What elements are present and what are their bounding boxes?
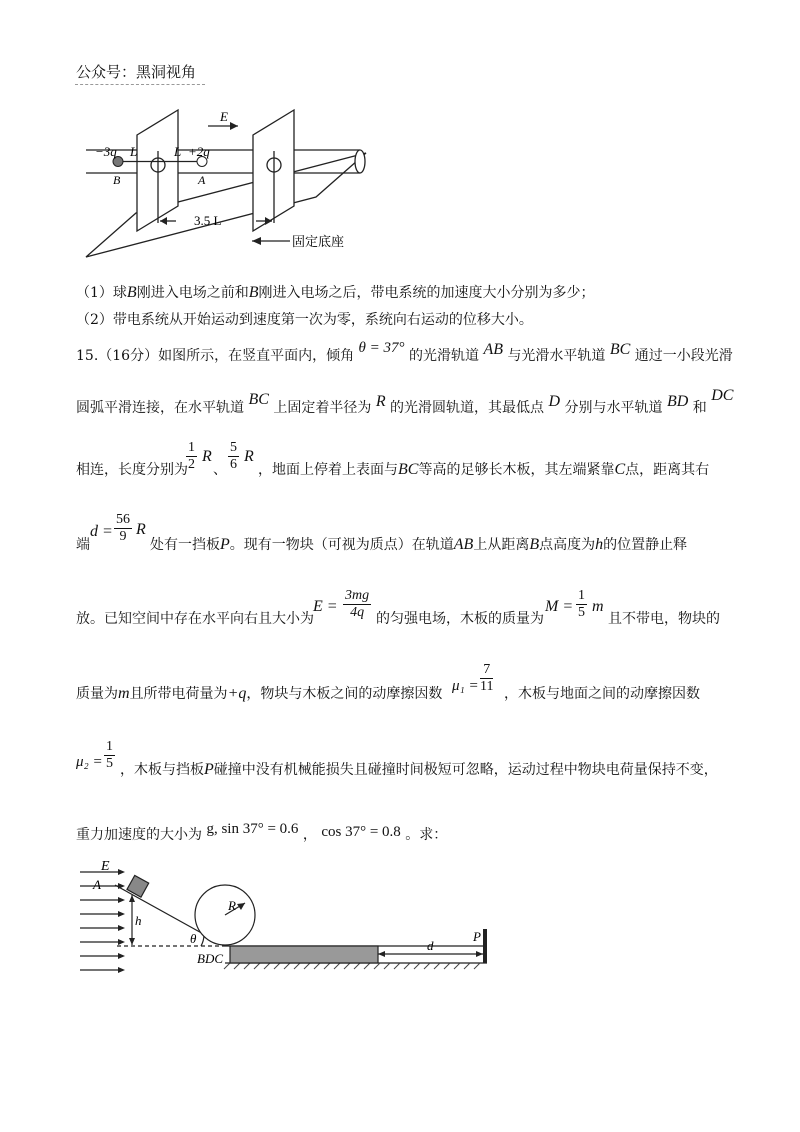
figure-track-and-board	[75, 855, 495, 980]
q15-l8-a: 重力加速度的大小为	[76, 827, 202, 843]
q15-l7-P: P	[204, 761, 214, 778]
fig2-h-label: h	[135, 913, 142, 928]
q14-part1-B1: B	[126, 284, 137, 301]
q15-l1-BC: BC	[609, 341, 631, 358]
q15-l5-frac-num: 3mg	[345, 588, 370, 603]
q15-l3-frac1	[186, 440, 197, 473]
q15-l5-c: 且不带电，物块的	[608, 611, 720, 627]
q15-l2-c: 的光滑圆轨道，其最低点	[390, 400, 545, 416]
q15-line3-rest	[258, 460, 709, 480]
q15-l4-a: 端	[76, 537, 90, 553]
q15-l3-R2: R	[244, 448, 254, 465]
q15-line2	[76, 387, 734, 418]
q15-l2-DC: DC	[711, 387, 734, 404]
q15-l6-d: ，木板与地面之间的动摩擦因数	[504, 686, 700, 702]
q15-l2-BD: BD	[666, 393, 689, 410]
q15-l6-q: +q	[227, 685, 247, 702]
fig2-d-label: d	[427, 938, 434, 953]
q15-l2-D: D	[548, 393, 561, 410]
fig1-L-mid: L	[174, 144, 182, 159]
q15-l3-sep: 、	[213, 462, 227, 478]
q15-l3-d: 点，距离其右	[625, 462, 710, 478]
figure-electric-field-apparatus	[80, 95, 380, 265]
ground-hatch	[224, 963, 480, 969]
q15-l4-e: 上从距离	[473, 537, 530, 553]
q15-l4-frac-num: 56	[116, 512, 130, 527]
q15-l1-theta: θ = 37°	[358, 340, 405, 356]
q15-l6-frac	[480, 662, 493, 695]
q15-l8-g: g, sin 37° = 0.6	[206, 821, 299, 837]
q15-line1	[76, 340, 733, 366]
q14-part1-c: 刚进入电场之后，带电系统的加速度大小分别为多少；	[258, 285, 595, 301]
q15-l5-a: 放。已知空间中存在水平向右且大小为	[76, 611, 314, 627]
q15-l4-b: 处有一挡板	[150, 537, 220, 553]
q15-l4-AB: AB	[453, 536, 474, 553]
q15-l4-P: P	[220, 536, 230, 553]
q15-l1-d: 通过一小段光滑	[634, 348, 733, 364]
wooden-board	[230, 946, 378, 963]
q15-l5-mfrac-num: 1	[578, 588, 585, 603]
q15-l4-R: R	[136, 521, 146, 538]
q15-l6-frac-num: 7	[480, 662, 493, 679]
watermark-text: 公众号：黑洞视角	[76, 63, 197, 81]
fig1-L-left: L	[130, 144, 138, 159]
fig2-BDC-label: BDC	[197, 951, 223, 966]
fig1-base-label: 固定底座	[292, 234, 345, 249]
q15-l5-mfrac	[576, 588, 587, 621]
q15-l5-mfrac-den: 5	[578, 605, 585, 620]
q15-l7-a: ，木板与挡板	[120, 762, 204, 778]
q15-l6-frac-den: 11	[480, 679, 494, 694]
q15-l2-b: 上固定着半径为	[273, 400, 372, 416]
q15-l5-b: 的匀强电场，木板的质量为	[376, 611, 544, 627]
fig2-P-label: P	[473, 929, 481, 944]
q15-l6-mu1: μ₁ =	[452, 678, 479, 694]
q15-l6-a: 质量为	[76, 686, 118, 702]
field-arrows	[80, 869, 125, 973]
q15-l7-frac-den: 5	[106, 756, 113, 771]
q15-line7-rest	[120, 760, 718, 780]
q15-l8-b: ，	[302, 827, 317, 843]
q15-l2-d: 分别与水平轨道	[564, 400, 663, 416]
fig1-minus3q-label: −3q	[95, 144, 117, 159]
q15-l4-B: B	[529, 536, 540, 553]
q15-l5-E: E =	[313, 598, 338, 615]
q15-l2-a: 圆弧平滑连接，在水平轨道	[76, 400, 244, 416]
q15-l6-m: m	[118, 685, 130, 702]
q15-l3-frac2-den: 6	[230, 457, 237, 472]
q15-l1-AB: AB	[483, 341, 503, 358]
q15-line4-rest	[150, 535, 687, 555]
q15-l8-c: 。求：	[405, 827, 448, 843]
q15-l5-M: M =	[545, 598, 574, 615]
q15-l3-C: C	[614, 461, 626, 478]
q15-l3-c: 等高的足够长木板，其左端紧靠	[418, 462, 615, 478]
q15-l7-frac-num: 1	[106, 739, 113, 754]
q15-l4-f: 点高度为	[539, 537, 596, 553]
q15-line3-a: 相连，长度分别为	[76, 462, 188, 478]
q14-part1	[76, 283, 594, 303]
q15-l3-b: ，地面上停着上表面与	[258, 462, 398, 478]
q15-l1-b: 的光滑轨道	[408, 348, 479, 364]
fig1-B-label: B	[113, 173, 121, 187]
q15-l4-d: d =	[90, 523, 113, 540]
q15-l4-g: 的位置静止释	[603, 537, 688, 553]
q15-l5-m: m	[592, 598, 604, 615]
q15-l3-frac1-den: 2	[188, 457, 195, 472]
q15-l5-frac-den: 4q	[350, 605, 365, 620]
q15-l2-R: R	[375, 393, 386, 410]
q15-l2-e: 和	[692, 400, 707, 416]
q15-l3-frac1-num: 1	[188, 440, 195, 455]
fig1-plus2q-label: +2q	[188, 144, 210, 159]
barrier-P	[483, 929, 487, 963]
q15-l3-frac2	[228, 440, 239, 473]
q15-line8	[76, 821, 448, 845]
q15-l3-R1: R	[202, 448, 212, 465]
q15-l4-h: h	[595, 536, 604, 553]
q15-l3-frac2-num: 5	[230, 440, 237, 455]
fig1-A-label: A	[198, 173, 206, 187]
q15-l4-frac-den: 9	[119, 529, 127, 544]
fig1-distance-label: 3.5 L	[194, 213, 222, 228]
q15-line6-a	[76, 684, 442, 704]
q15-l6-b: 且所带电荷量为	[129, 686, 228, 702]
q15-l5-frac	[343, 588, 371, 621]
q15-l8-cos: cos 37° = 0.8	[321, 824, 401, 840]
fig1-E-label: E	[220, 109, 228, 124]
q15-l3-BC: BC	[398, 461, 419, 478]
q14-part2: （2）带电系统从开始运动到速度第一次为零，系统向右运动的位移大小。	[76, 312, 533, 328]
q15-l7-frac	[104, 739, 115, 772]
q15-l7-b: 碰撞中没有机械能损失且碰撞时间极短可忽略，运动过程中物块电荷量保持不变，	[213, 762, 718, 778]
q15-l4-frac	[114, 512, 132, 545]
watermark-underline	[75, 84, 205, 85]
q15-l1-a: 15.（16分）如图所示，在竖直平面内，倾角	[76, 348, 355, 364]
q15-l7-mu2: μ₂ =	[76, 754, 103, 770]
fig2-E-label: E	[101, 859, 110, 874]
fig2-theta-label: θ	[190, 931, 197, 946]
q14-part1-B2: B	[248, 284, 259, 301]
q15-l6-c: ，物块与木板之间的动摩擦因数	[246, 686, 443, 702]
q14-part1-b: 刚进入电场之前和	[136, 285, 249, 301]
q15-l1-c: 与光滑水平轨道	[507, 348, 606, 364]
fig2-R-label: R	[228, 898, 236, 913]
q15-l2-BC: BC	[248, 391, 269, 408]
q15-l4-c: 。现有一物块（可视为质点）在轨道	[229, 537, 454, 553]
fig2-A-label: A	[93, 877, 101, 892]
q14-part1-a: （1）球	[76, 285, 127, 301]
